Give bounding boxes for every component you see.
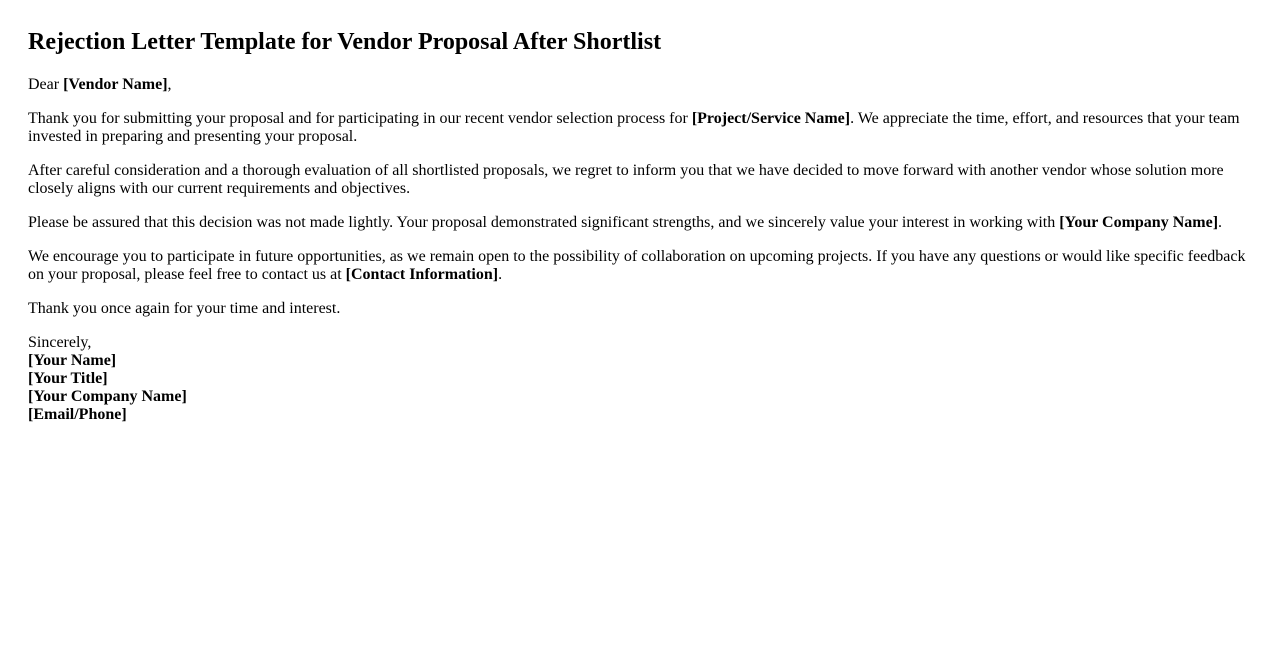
paragraph-future-text-before: We encourage you to participate in future opportunities, as we remain open to the possibility of collaboration on upcoming projects. If you have any questions or would like specific feedback on your proposal, please feel free to contact us at [28,248,1246,283]
signature-name: [Your Name] [28,352,117,369]
greeting [28,76,1250,94]
signature-company: [Your Company Name] [28,388,187,405]
vendor-name-placeholder: [Vendor Name] [63,76,168,93]
paragraph-future [28,248,1250,284]
signature-closing: Sincerely, [28,334,92,351]
paragraph-intro [28,110,1250,146]
project-name-placeholder: [Project/Service Name] [691,110,851,127]
paragraph-assurance-text-before: Please be assured that this decision was not made lightly. Your proposal demonstrated significant strengths, and we sincerely value your interest in working with [28,214,1060,231]
paragraph-assurance-text-after: . [1218,214,1223,231]
paragraph-intro-text-after: . We appreciate the time, effort, and resources that your team invested in preparing and presenting your proposal. [28,110,1240,145]
contact-info-placeholder: [Contact Information] [345,266,499,283]
paragraph-thanks: Thank you once again for your time and interest. [28,300,341,317]
paragraph-future-text-after: . [498,266,503,283]
signature-contact: [Email/Phone] [28,406,127,423]
signature-title: [Your Title] [28,370,108,387]
greeting-suffix: , [167,76,172,93]
page-title: Rejection Letter Template for Vendor Proposal After Shortlist [28,29,662,55]
paragraph-decision: After careful consideration and a thorough evaluation of all shortlisted proposals, we regret to inform you that we have decided to move forward with another vendor whose solution more closely aligns with our current requirements and objectives. [28,162,1224,197]
company-name-placeholder: [Your Company Name] [1059,214,1219,231]
paragraph-assurance [28,214,1250,232]
greeting-prefix: Dear [28,76,64,93]
signature-block [28,334,1250,424]
paragraph-intro-text-before: Thank you for submitting your proposal and for participating in our recent vendor selection process for [28,110,692,127]
